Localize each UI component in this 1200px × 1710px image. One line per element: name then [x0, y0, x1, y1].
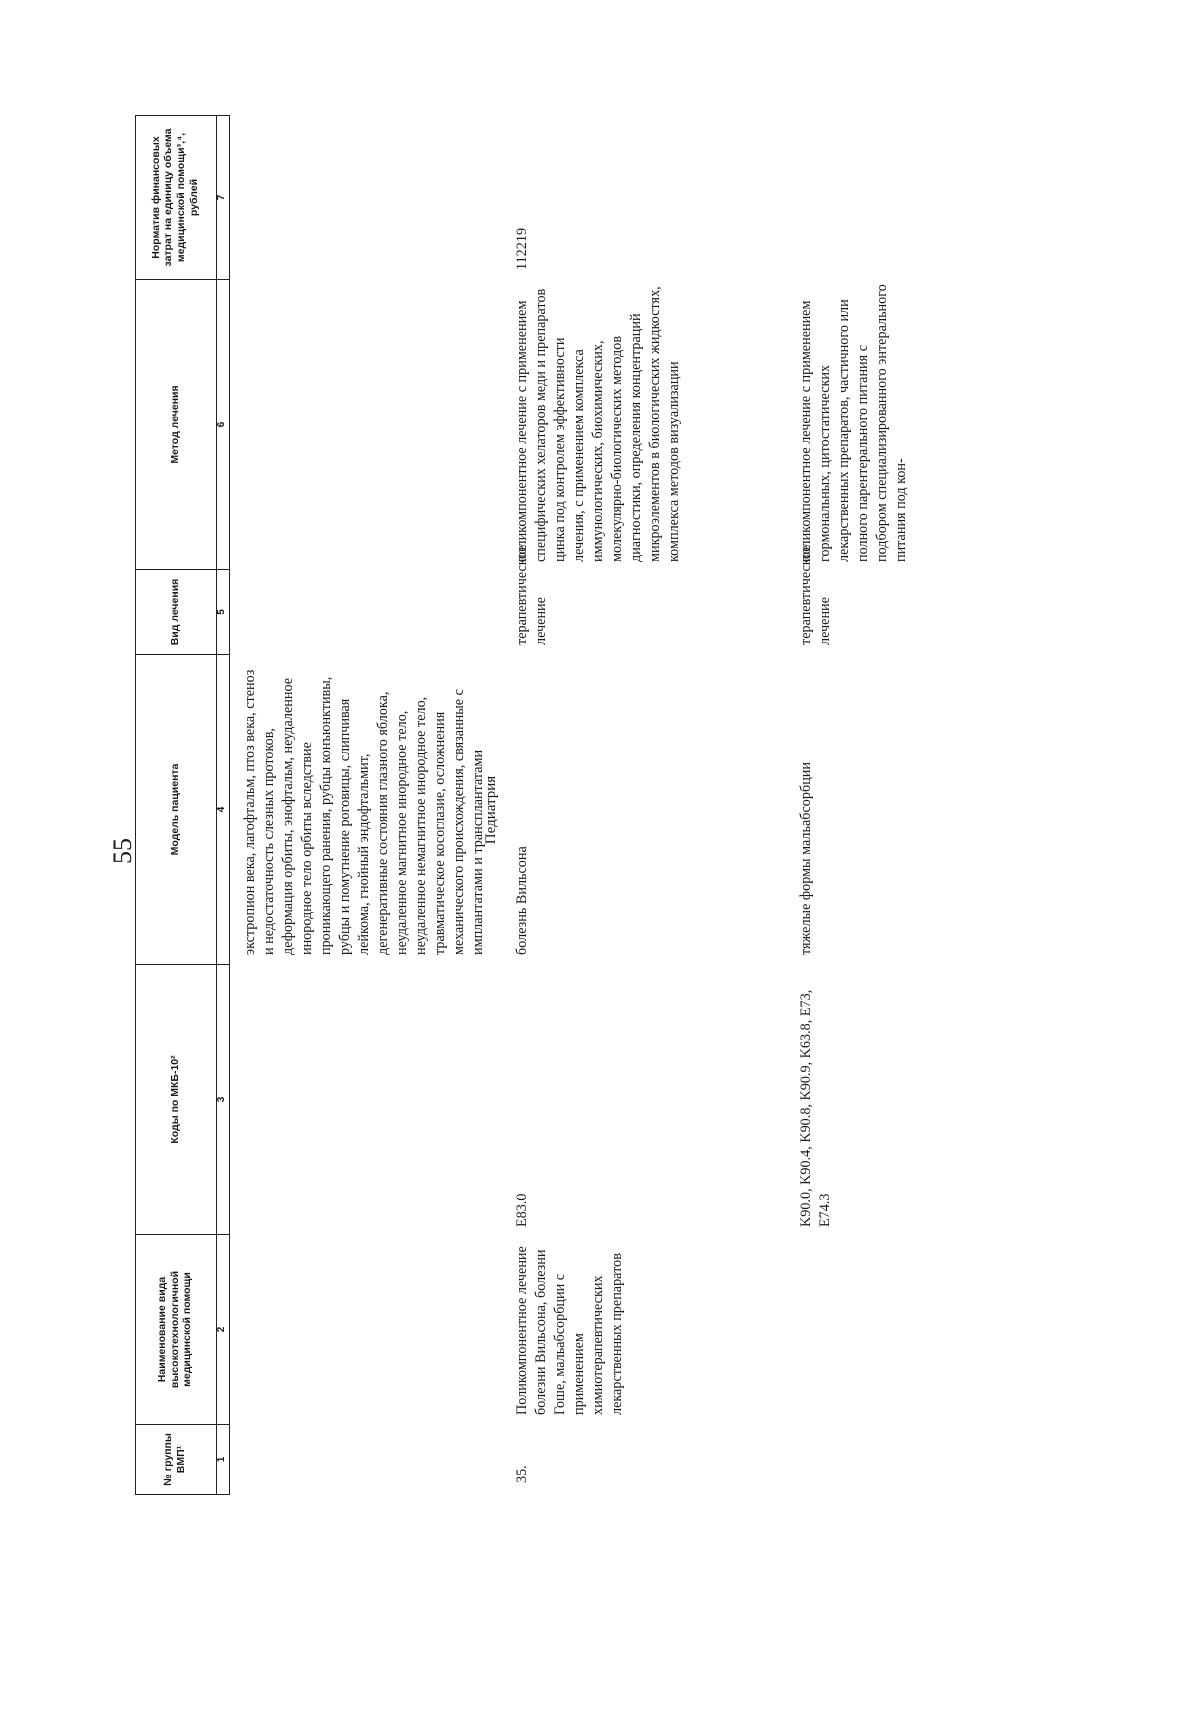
row-treatment-method: поликомпонентное лечение с применением специфических хелаторов меди и препаратов цинка под контролем эффективности лечения, с применением комплекса иммунологических, биохимических, молекулярно-биологических методов диагностики, определения концентраций микроэлементов в биологических жидкостях, комплекса методов визуализации	[514, 286, 682, 562]
header-group-number: № группы ВМП¹	[135, 1425, 215, 1495]
row-icd-codes: K90.0, K90.4, K90.8, K90.9, K63.8, E73, E74.3	[798, 989, 833, 1227]
column-number: 2	[215, 1235, 229, 1425]
page-number: 55	[108, 838, 137, 864]
column-number: 4	[215, 655, 229, 965]
header-cost-standard: Норматив финансовых затрат на единицу объема медицинской помощи³,⁴, рублей	[135, 115, 215, 280]
row-treatment-type: терапевтическое лечение	[798, 545, 833, 645]
row-group-number: 35.	[514, 1465, 530, 1483]
column-number: 6	[215, 280, 229, 570]
column-number: 3	[215, 965, 229, 1235]
section-title: Педиатрия	[483, 775, 499, 845]
row-patient-model: болезнь Вильсона	[514, 846, 530, 955]
row-patient-model: тяжелые формы мальабсорбции	[798, 762, 814, 955]
table-header-row	[135, 115, 217, 1495]
column-number: 1	[215, 1425, 229, 1495]
row-icd-codes: E83.0	[514, 1193, 530, 1227]
row-treatment-method: поликомпонентное лечение с применением гормональных, цитостатических лекарственных препаратов, частичного или полного парентерального питания с подбором специализированного энтерального питания под кон-	[798, 284, 909, 562]
column-number-row	[215, 115, 230, 1495]
row-cost-standard: 112219	[514, 227, 530, 270]
header-patient-model: Модель пациента	[135, 655, 215, 965]
table-sheet	[135, 115, 909, 1495]
column-number: 5	[215, 570, 229, 655]
header-care-type-name: Наименование вида высокотехнологичной медицинской помощи	[135, 1235, 215, 1425]
continuation-patient-model: экстропион века, лагофтальм, птоз века, стеноз и недостаточность слезных протоков, деформация орбиты, энофтальм, неудаленное инородное тело орбиты вследствие проникающего ранения, рубцы конъюнктивы, рубцы и помутнение роговицы, слипчивая лейкома, гнойный эндофтальмит, дегенеративные состояния глазного яблока, неудаленное магнитное инородное тело, неудаленное немагнитное инородное тело, травматическое косоглазие, осложнения механического происхождения, связанные с имплантатами и трансплантатами	[242, 669, 486, 955]
header-icd-codes: Коды по МКБ-10²	[135, 965, 215, 1235]
header-treatment-type: Вид лечения	[135, 570, 215, 655]
column-number: 7	[215, 115, 229, 280]
header-treatment-method: Метод лечения	[135, 280, 215, 570]
row-care-type-name: Поликомпонентное лечение болезни Вильсона, болезни Гоше, мальабсорбции с применением химиотерапевтических лекарственных препаратов	[514, 1246, 625, 1415]
row-treatment-type: терапевтическое лечение	[514, 545, 549, 645]
